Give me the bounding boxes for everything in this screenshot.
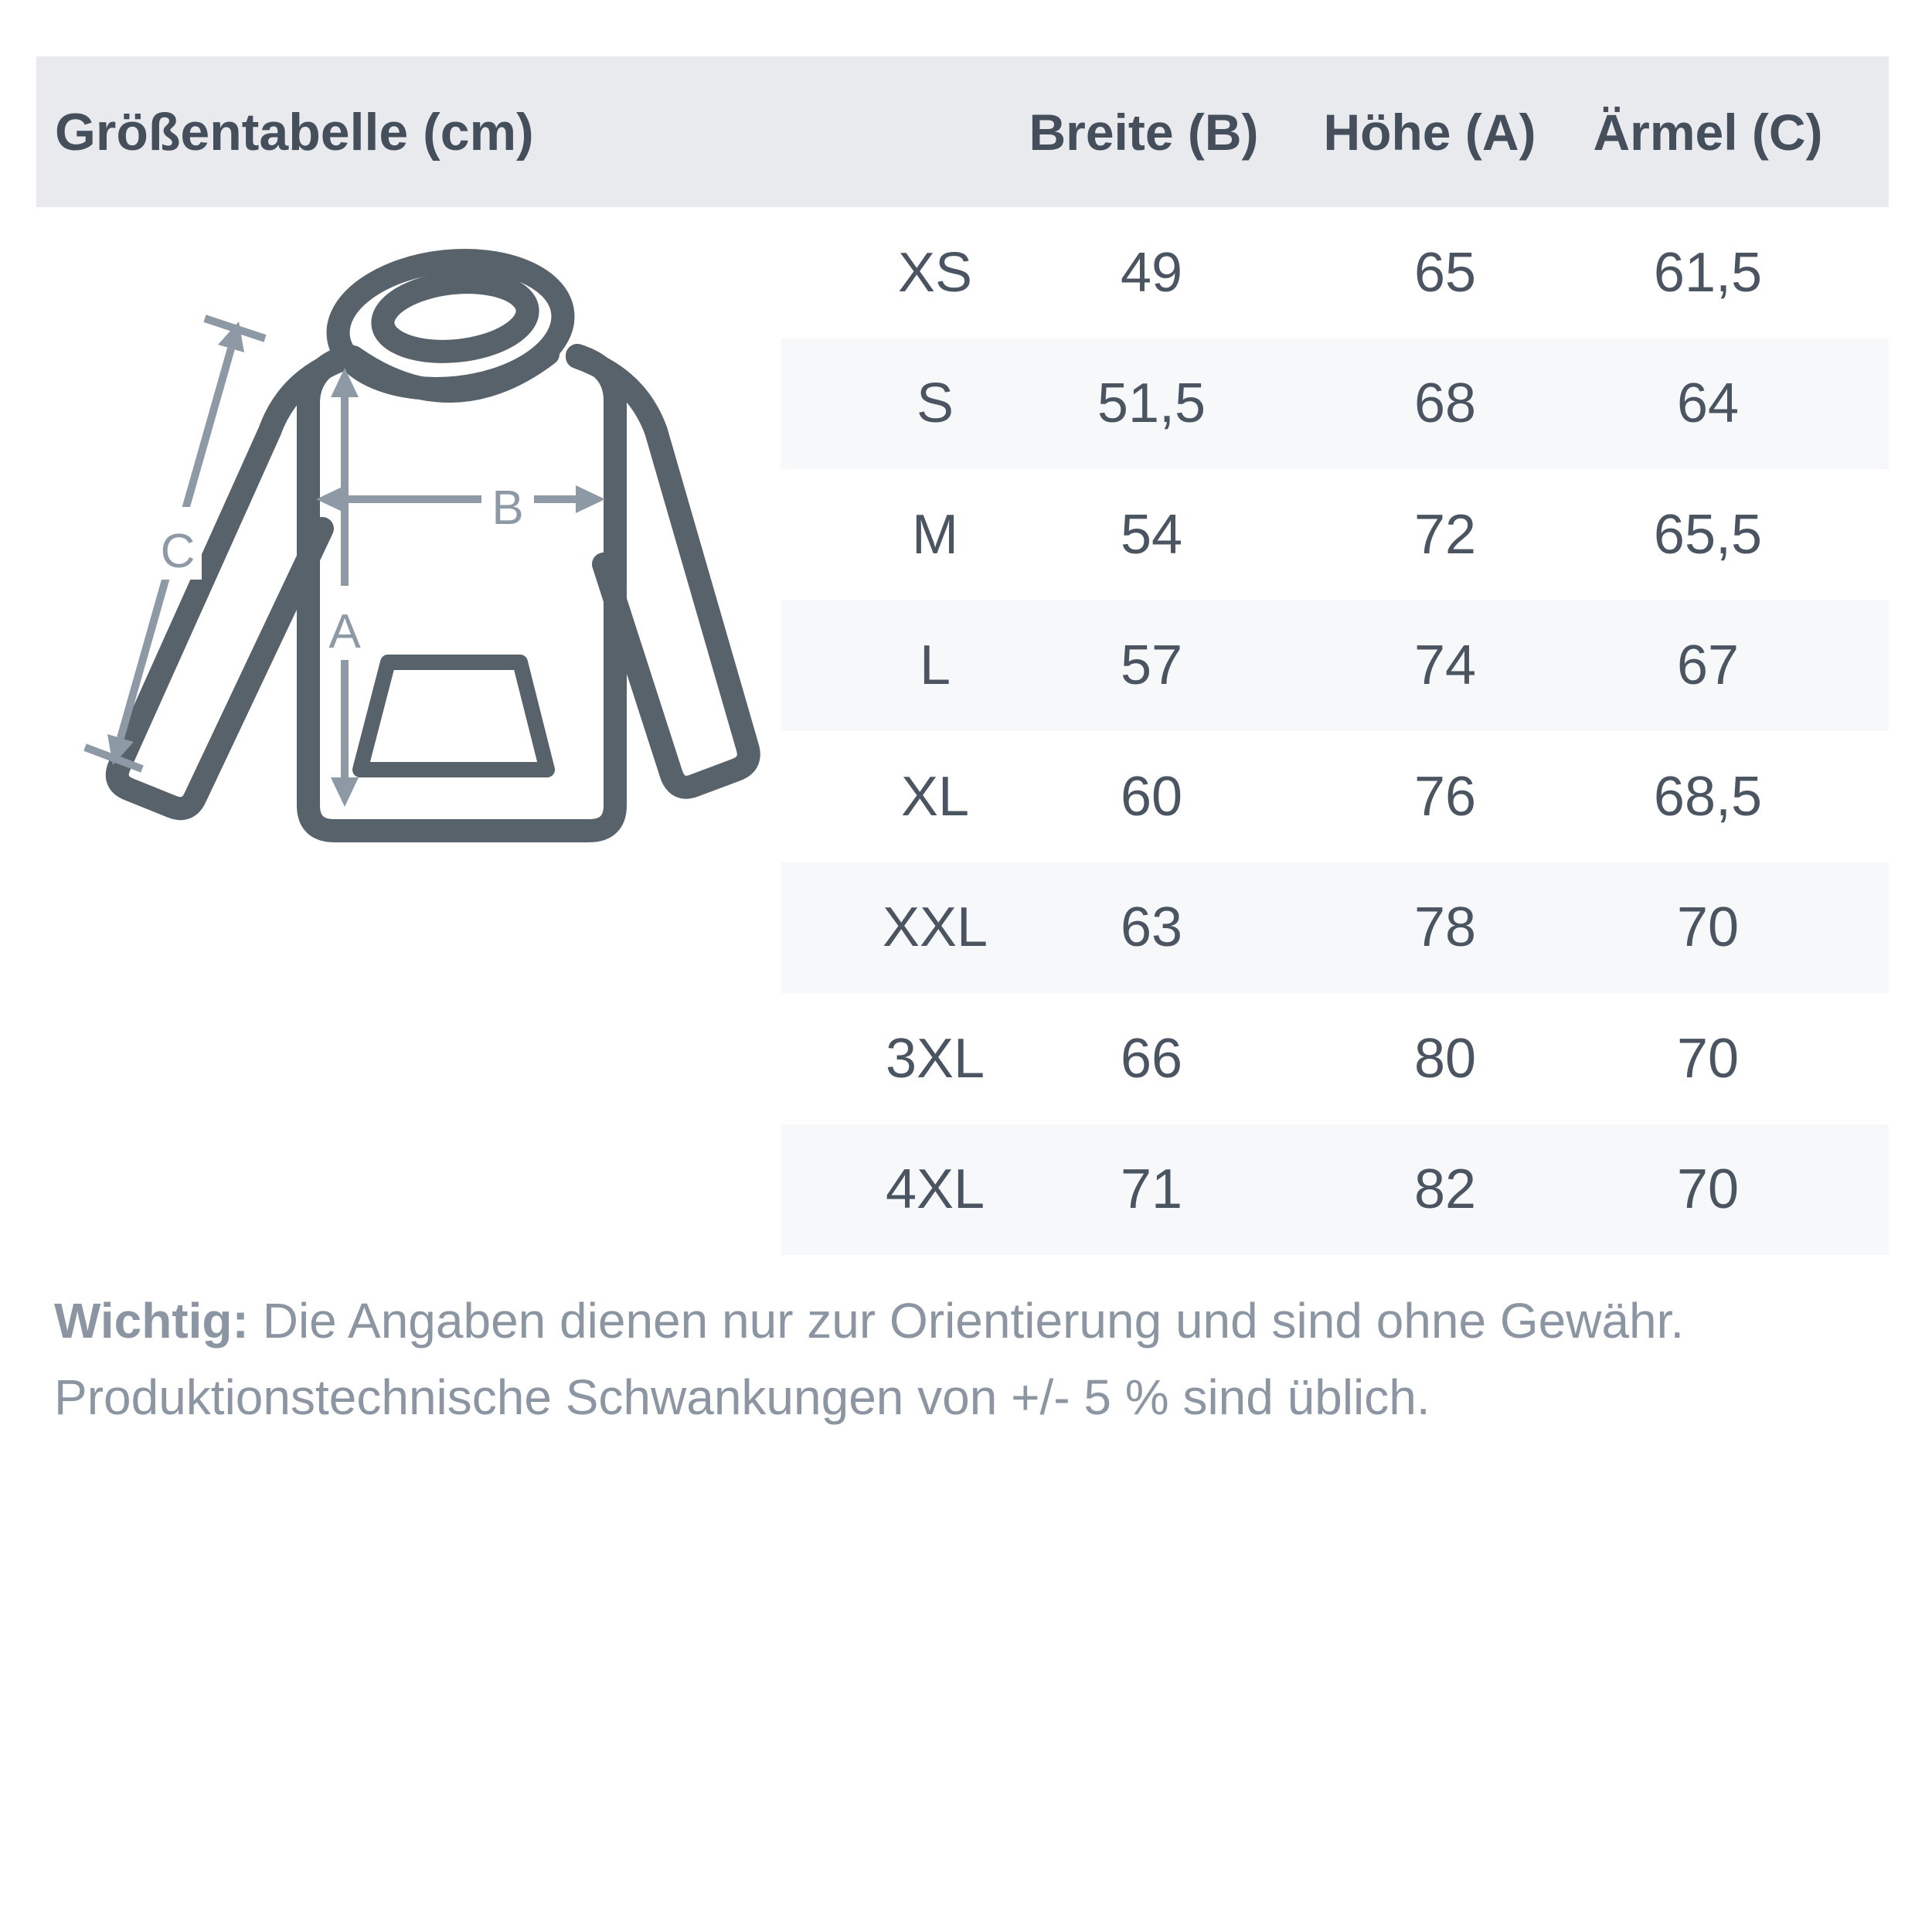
- aermel-value: 65,5: [1653, 503, 1763, 566]
- size-label: XL: [900, 765, 970, 828]
- breite-value: 60: [1120, 765, 1183, 828]
- table-row-3xl: [0, 993, 1932, 1124]
- label-a: A: [328, 605, 361, 658]
- breite-value: 49: [1120, 241, 1183, 304]
- column-header-hoehe: Höhe (A): [1323, 103, 1536, 161]
- breite-value: 66: [1120, 1027, 1183, 1090]
- table-row-xl: [0, 731, 1932, 862]
- breite-value: 71: [1120, 1158, 1183, 1221]
- disclaimer-line-1: Wichtig: Die Angaben dienen nur zur Orientierung und sind ohne Gewähr.: [54, 1293, 1685, 1349]
- size-label: 4XL: [885, 1158, 985, 1221]
- breite-value: 63: [1120, 896, 1183, 959]
- table-row-s: [0, 338, 1932, 470]
- size-label: M: [912, 503, 958, 566]
- hoehe-value: 72: [1413, 503, 1477, 566]
- aermel-value: 68,5: [1653, 765, 1763, 828]
- hoehe-value: 68: [1413, 372, 1477, 435]
- hoehe-value: 74: [1413, 634, 1477, 697]
- breite-value: 54: [1120, 503, 1183, 566]
- important-label: Wichtig:: [54, 1293, 249, 1349]
- breite-value: 57: [1120, 634, 1183, 697]
- size-table-header: [36, 56, 1889, 207]
- aermel-value: 70: [1676, 1027, 1740, 1090]
- label-b: B: [492, 481, 524, 535]
- disclaimer: [54, 1283, 1893, 1436]
- column-header-breite: Breite (B): [1029, 103, 1259, 161]
- size-label: XS: [897, 241, 973, 304]
- hoehe-value: 80: [1413, 1027, 1477, 1090]
- breite-value: 51,5: [1097, 372, 1206, 435]
- aermel-value: 70: [1676, 1158, 1740, 1221]
- aermel-value: 61,5: [1653, 241, 1763, 304]
- size-table: [0, 207, 1932, 1255]
- table-row-m: [0, 469, 1932, 600]
- size-label: XXL: [882, 896, 988, 959]
- label-c: C: [160, 525, 196, 578]
- aermel-value: 70: [1676, 896, 1740, 959]
- aermel-value: 64: [1676, 372, 1740, 435]
- table-row-xxl: [0, 862, 1932, 994]
- table-row-xs: [0, 207, 1932, 338]
- size-label: L: [919, 634, 951, 697]
- table-row-4xl: [0, 1124, 1932, 1256]
- column-header-aermel: Ärmel (C): [1593, 103, 1823, 161]
- hoehe-value: 82: [1413, 1158, 1477, 1221]
- size-label: 3XL: [885, 1027, 985, 1090]
- hoehe-value: 65: [1413, 241, 1477, 304]
- page-title: Größentabelle (cm): [55, 102, 534, 162]
- hoehe-value: 78: [1413, 896, 1477, 959]
- table-row-l: [0, 600, 1932, 732]
- aermel-value: 67: [1676, 634, 1740, 697]
- disclaimer-line-2: Produktionstechnische Schwankungen von +/- 5 % sind üblich.: [54, 1369, 1430, 1425]
- size-label: S: [916, 372, 954, 435]
- hoehe-value: 76: [1413, 765, 1477, 828]
